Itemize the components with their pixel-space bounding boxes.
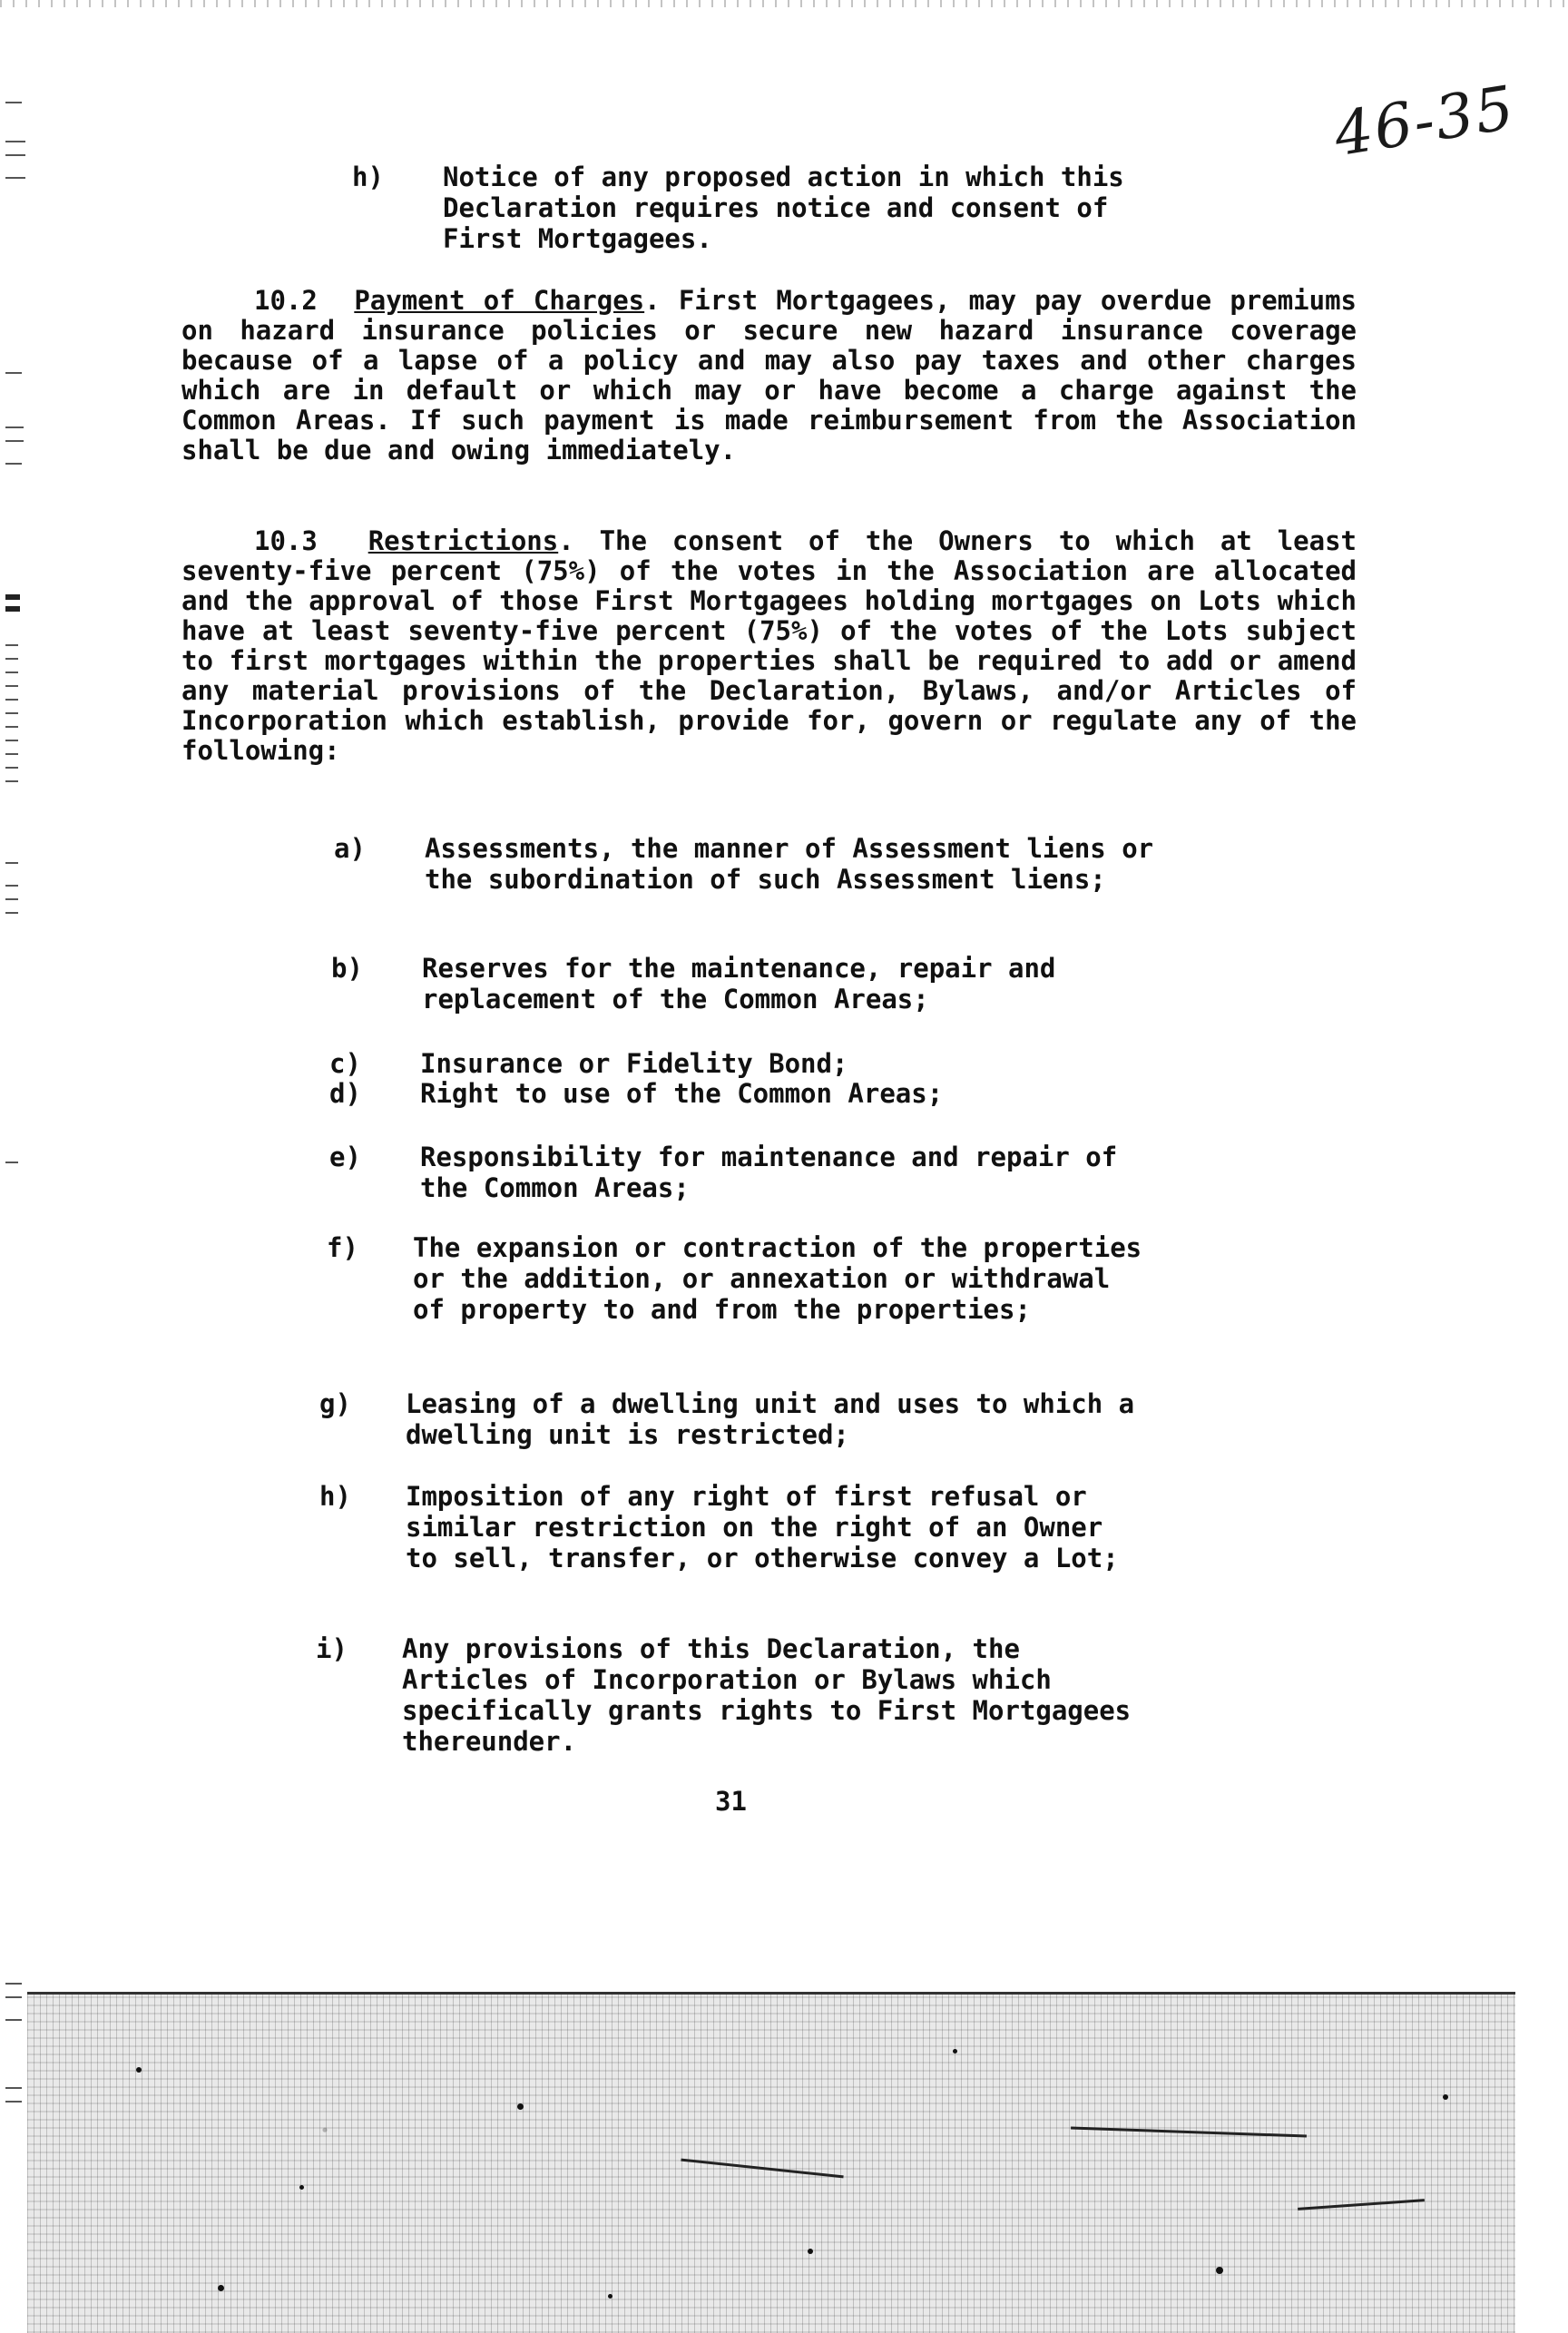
section-number: 10.3 [254,525,318,556]
list-item-text: Responsibility for maintenance and repair of the Common Areas; [420,1142,1118,1203]
section-10-2 [181,286,1357,466]
list-item-label: c) [329,1048,361,1079]
list-item-text: Assessments, the manner of Assessment liens or the subordination of such Assessment liens; [425,833,1154,895]
list-item-text: Right to use of the Common Areas; [420,1078,944,1109]
handwritten-page-mark: 46-35 [1329,72,1521,171]
list-item-text: Insurance or Fidelity Bond; [420,1048,848,1079]
list-item-label: f) [327,1232,358,1263]
list-item-label: h) [319,1481,351,1512]
list-item-label: b) [331,953,363,984]
left-margin-scan-marks [0,0,36,2330]
list-item-label: i) [316,1633,348,1664]
list-item-text: Notice of any proposed action in which this Declaration requires notice and consent of First Mortgagees. [443,162,1124,254]
list-item-label: a) [334,833,366,864]
scan-top-edge [0,0,1568,7]
list-item-label: h) [352,162,384,192]
list-item-label: d) [329,1078,361,1109]
scan-noise-band [27,1992,1515,2333]
list-item-label: g) [319,1388,351,1419]
list-item-text: Any provisions of this Declaration, the Articles of Incorporation or Bylaws which specifically grants rights to First Mortgagees thereunder. [402,1633,1132,1757]
list-item-text: Imposition of any right of first refusal or similar restriction on the right of an Owner to sell, transfer, or otherwise convey a Lot; [406,1481,1119,1573]
section-number: 10.2 [254,285,318,316]
list-item-text: The expansion or contraction of the properties or the addition, or annexation or withdrawal of property to and from the properties; [413,1232,1142,1325]
list-item-text: Reserves for the maintenance, repair and replacement of the Common Areas; [422,953,1056,1015]
page-number: 31 [715,1786,747,1817]
section-body: . First Mortgagees, may pay overdue premiums on hazard insurance policies or secure new hazard insurance coverage because of a lapse of a policy and may also pay taxes and other charges which are in default or which may or have become a charge against the Common Areas. If such payment is made reimbursement from the Association shall be due and owing immediately. [181,285,1357,466]
section-heading: Payment of Charges [354,285,645,316]
section-10-3 [181,526,1357,766]
list-item-label: e) [329,1142,361,1172]
section-heading: Restrictions [368,525,559,556]
section-body: . The consent of the Owners to which at least seventy-five percent (75%) of the votes in the Association are allocated and the approval of those First Mortgagees holding mortgages on Lots which have at least seventy-five percent (75%) of the votes of the Lots subject to first mortgages within the properties shall be required to add or amend any material provisions of the Declaration, Bylaws, and/or Articles of Incorporation which establish, provide for, govern or regulate any of the following: [181,525,1357,766]
list-item-text: Leasing of a dwelling unit and uses to which a dwelling unit is restricted; [406,1388,1135,1450]
